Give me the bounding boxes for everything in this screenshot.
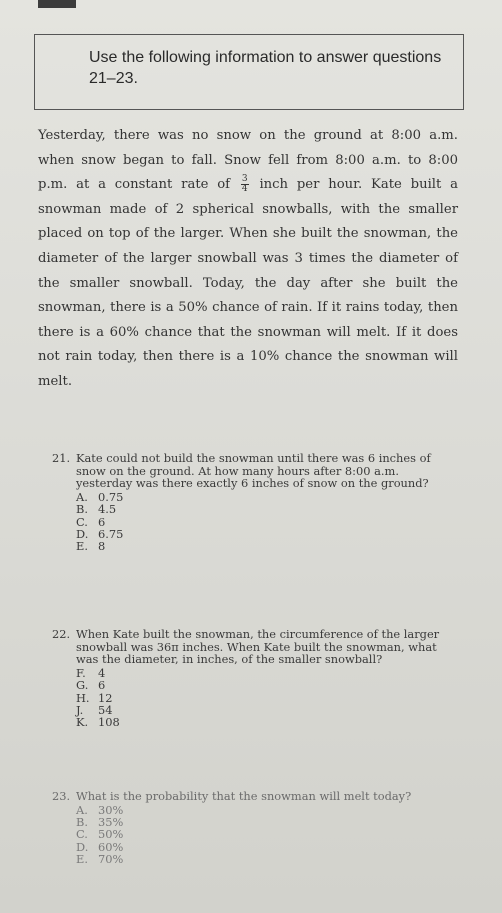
choice-letter: B. (76, 502, 88, 517)
question-stem (52, 790, 452, 803)
question-number: 22. (52, 627, 71, 641)
answer-choice-g[interactable] (76, 679, 452, 691)
choice-value: 60% (98, 839, 124, 854)
answer-choices (52, 667, 452, 729)
instructions-box (34, 34, 464, 110)
question-text: Kate could not build the snowman until there was 6 inches of snow on the ground. At how many hours after 8:00 a.m. yesterday was there exactly 6 inches of snow on the ground? (76, 451, 431, 491)
answer-choices (52, 804, 452, 866)
choice-letter: H. (76, 690, 90, 705)
choice-value: 54 (98, 702, 113, 717)
choice-value: 4 (98, 665, 106, 680)
reading-passage (38, 124, 458, 395)
question-stem (52, 452, 452, 490)
choice-letter: F. (76, 665, 86, 680)
page-tab-mark (38, 0, 76, 8)
question-23 (52, 790, 452, 866)
answer-choice-e[interactable] (76, 853, 452, 865)
choice-value: 30% (98, 802, 124, 817)
fraction-denominator: 4 (241, 184, 248, 195)
choice-value: 6.75 (98, 526, 124, 541)
three-quarters-fraction (241, 175, 249, 194)
question-stem (52, 628, 452, 666)
choice-value: 35% (98, 814, 124, 829)
question-text: When Kate built the snowman, the circumference of the larger snowball was 36π inches. When Kate built the snowman, what was the diameter, in inches, of the smaller snowball? (76, 627, 440, 667)
answer-choice-a[interactable] (76, 804, 452, 816)
choice-value: 0.75 (98, 489, 124, 504)
answer-choice-d[interactable] (76, 528, 452, 540)
question-number: 23. (52, 789, 71, 803)
answer-choice-b[interactable] (76, 816, 452, 828)
question-21 (52, 452, 452, 553)
choice-letter: K. (76, 715, 89, 730)
answer-choice-d[interactable] (76, 841, 452, 853)
choice-value: 50% (98, 827, 124, 842)
passage-text-end: inch per hour. Kate built a snowman made of 2 spherical snowballs, with the smaller placed on top of the larger. When she built the snowman, the diameter of the larger snowball was 3 times the diameter of the smaller snowball. Today, the day after she built the snowman, there is a 50% chance of rain. If it rains today, then there is a 60% chance that the snowman will melt. If it does not rain today, then there is a 10% chance the snowman will melt. (38, 177, 458, 389)
passage-paragraph (38, 124, 458, 395)
choice-value: 108 (98, 715, 120, 730)
answer-choice-e[interactable] (76, 540, 452, 552)
question-number: 21. (52, 451, 71, 465)
choice-letter: B. (76, 814, 88, 829)
question-22 (52, 628, 452, 729)
choice-letter: C. (76, 514, 88, 529)
choice-value: 70% (98, 852, 124, 867)
choice-letter: D. (76, 839, 89, 854)
choice-letter: A. (76, 802, 88, 817)
choice-letter: J. (76, 702, 84, 717)
answer-choice-c[interactable] (76, 516, 452, 528)
answer-choices (52, 491, 452, 553)
choice-value: 12 (98, 690, 113, 705)
answer-choice-c[interactable] (76, 828, 452, 840)
question-text: What is the probability that the snowman will melt today? (76, 789, 412, 803)
answer-choice-k[interactable] (76, 716, 452, 728)
fraction-numerator: 3 (241, 174, 248, 185)
choice-value: 6 (98, 514, 106, 529)
answer-choice-h[interactable] (76, 692, 452, 704)
choice-letter: G. (76, 678, 89, 693)
choice-letter: C. (76, 827, 88, 842)
instructions-text: Use the following information to answer questions 21–23. (89, 49, 442, 87)
choice-value: 4.5 (98, 502, 117, 517)
answer-choice-f[interactable] (76, 667, 452, 679)
answer-choice-j[interactable] (76, 704, 452, 716)
answer-choice-a[interactable] (76, 491, 452, 503)
choice-letter: D. (76, 526, 89, 541)
choice-letter: E. (76, 539, 88, 554)
choice-value: 6 (98, 678, 106, 693)
answer-choice-b[interactable] (76, 503, 452, 515)
choice-value: 8 (98, 539, 106, 554)
passage-text-start: Yesterday, there was no snow on the ground at 8:00 a.m. when snow began to fall. Snow fell from 8:00 a.m. to 8:00 p.m. at a constant rate of (38, 128, 458, 193)
choice-letter: A. (76, 489, 88, 504)
choice-letter: E. (76, 852, 88, 867)
